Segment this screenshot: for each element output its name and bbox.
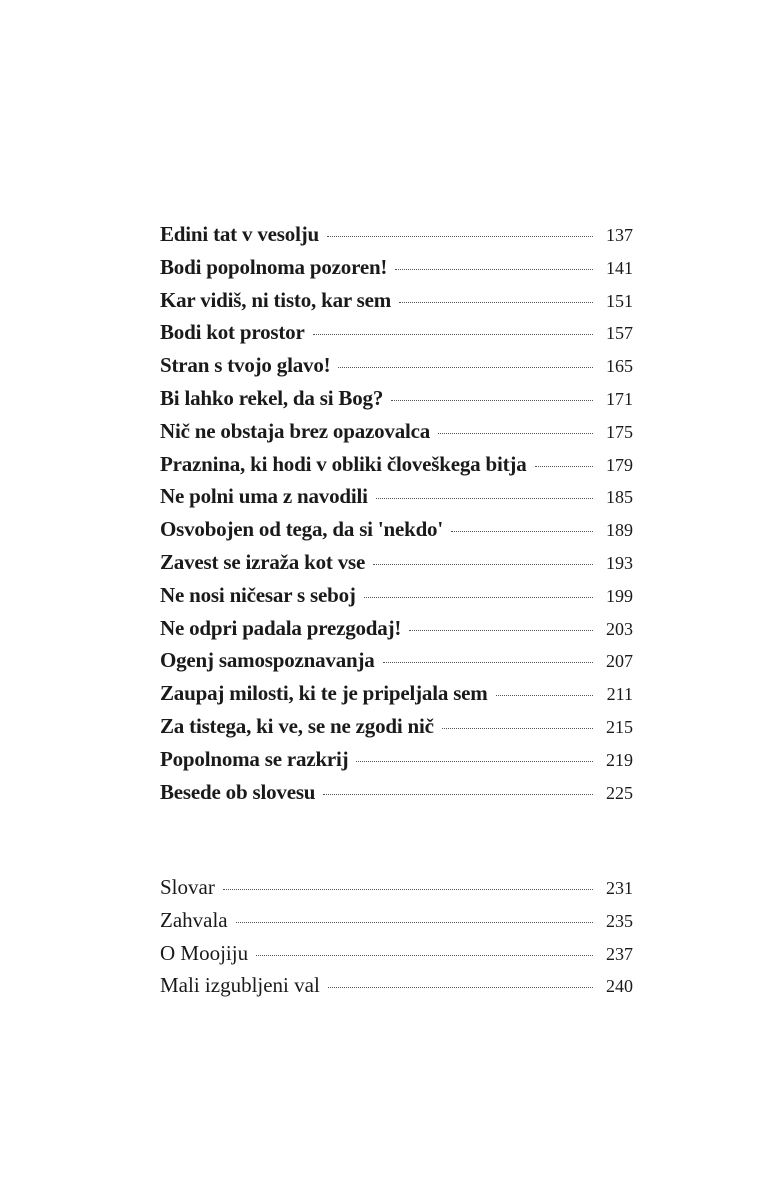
toc-entry-page: 225: [606, 782, 633, 803]
dot-leader: [376, 498, 593, 499]
toc-main-list: [160, 218, 633, 808]
toc-entry[interactable]: [160, 677, 633, 710]
toc-entry[interactable]: [160, 904, 633, 937]
dot-leader: [409, 630, 593, 631]
toc-entry-title: Zavest se izraža kot vse: [160, 549, 366, 574]
toc-entry[interactable]: [160, 612, 633, 645]
toc-entry-page: 219: [606, 749, 633, 770]
toc-entry-title: Besede ob slovesu: [160, 779, 316, 804]
toc-entry[interactable]: [160, 480, 633, 513]
toc-entry-title: Ne polni uma z navodili: [160, 484, 368, 509]
dot-leader: [391, 400, 593, 401]
toc-entry-page: 203: [606, 618, 633, 639]
toc-entry-title: Edini tat v vesolju: [160, 222, 319, 246]
toc-entry[interactable]: [160, 776, 633, 809]
toc-entry[interactable]: [160, 284, 633, 317]
dot-leader: [338, 367, 593, 368]
toc-entry[interactable]: [160, 382, 633, 415]
toc-entry-page: 165: [606, 356, 633, 377]
toc-entry[interactable]: [160, 218, 633, 251]
toc-back-matter-list: [160, 871, 633, 1002]
toc-entry-title: Osvobojen od tega, da si 'nekdo': [160, 517, 443, 542]
toc-entry-title: Za tistega, ki ve, se ne zgodi nič: [160, 713, 434, 738]
dot-leader: [328, 987, 593, 988]
toc-entry-title: Praznina, ki hodi v obliki človeškega bitja: [160, 451, 527, 476]
toc-entry-title: Zahvala: [160, 907, 228, 932]
toc-entry-page: 179: [606, 454, 633, 475]
toc-entry-title: Stran s tvojo glavo!: [160, 353, 331, 378]
toc-entry-title: Slovar: [160, 875, 215, 899]
toc-entry-page: 141: [606, 257, 633, 278]
toc-entry-page: 231: [606, 878, 633, 898]
dot-leader: [451, 531, 593, 532]
toc-entry-page: 185: [606, 487, 633, 508]
dot-leader: [535, 466, 593, 467]
toc-entry-page: 193: [606, 552, 633, 573]
dot-leader: [395, 269, 593, 270]
toc-entry[interactable]: [160, 743, 633, 776]
dot-leader: [364, 597, 593, 598]
toc-entry-title: O Moojiju: [160, 940, 249, 965]
dot-leader: [236, 922, 593, 923]
toc-entry[interactable]: [160, 251, 633, 284]
toc-entry-page: 137: [606, 225, 633, 245]
dot-leader: [399, 302, 593, 303]
toc-entry[interactable]: [160, 349, 633, 382]
toc-entry[interactable]: [160, 316, 633, 349]
toc-entry-title: Ne nosi ničesar s seboj: [160, 582, 356, 607]
toc-entry[interactable]: [160, 710, 633, 743]
toc-entry-page: 189: [606, 520, 633, 541]
toc-entry-page: 151: [606, 290, 633, 311]
toc-entry-title: Bodi popolnoma pozoren!: [160, 254, 388, 279]
toc-entry-title: Popolnoma se razkrij: [160, 746, 349, 771]
dot-leader: [223, 889, 593, 890]
toc-entry-page: 175: [606, 421, 633, 442]
toc-entry-page: 240: [606, 976, 633, 997]
toc-entry-title: Ogenj samospoznavanja: [160, 648, 375, 673]
dot-leader: [383, 662, 593, 663]
toc-entry[interactable]: [160, 448, 633, 481]
dot-leader: [256, 955, 593, 956]
toc-entry[interactable]: [160, 969, 633, 1002]
toc-entry[interactable]: [160, 513, 633, 546]
toc-entry-title: Bodi kot prostor: [160, 320, 305, 345]
toc-entry-page: 199: [606, 585, 633, 606]
toc-entry-page: 171: [606, 388, 633, 409]
toc-entry[interactable]: [160, 644, 633, 677]
dot-leader: [373, 564, 593, 565]
toc-entry-page: 211: [606, 684, 633, 705]
toc-entry[interactable]: [160, 937, 633, 970]
dot-leader: [327, 236, 593, 237]
toc-entry-title: Zaupaj milosti, ki te je pripeljala sem: [160, 681, 488, 706]
toc-entry-title: Ne odpri padala prezgodaj!: [160, 615, 402, 640]
dot-leader: [496, 695, 593, 696]
toc-entry[interactable]: [160, 546, 633, 579]
toc-entry-title: Nič ne obstaja brez opazovalca: [160, 418, 431, 443]
toc-entry-title: Kar vidiš, ni tisto, kar sem: [160, 287, 392, 312]
dot-leader: [438, 433, 593, 434]
dot-leader: [442, 728, 593, 729]
toc-entry[interactable]: [160, 871, 633, 904]
toc-entry-title: Mali izgubljeni val: [160, 973, 320, 998]
toc-entry-page: 157: [606, 323, 633, 344]
dot-leader: [356, 761, 593, 762]
toc-entry-page: 235: [606, 910, 633, 931]
dot-leader: [313, 334, 593, 335]
dot-leader: [323, 794, 593, 795]
toc-entry-page: 215: [606, 716, 633, 737]
toc-entry[interactable]: [160, 415, 633, 448]
toc-entry[interactable]: [160, 579, 633, 612]
toc-entry-page: 237: [606, 943, 633, 964]
toc-entry-title: Bi lahko rekel, da si Bog?: [160, 385, 384, 410]
toc-entry-page: 207: [606, 651, 633, 672]
